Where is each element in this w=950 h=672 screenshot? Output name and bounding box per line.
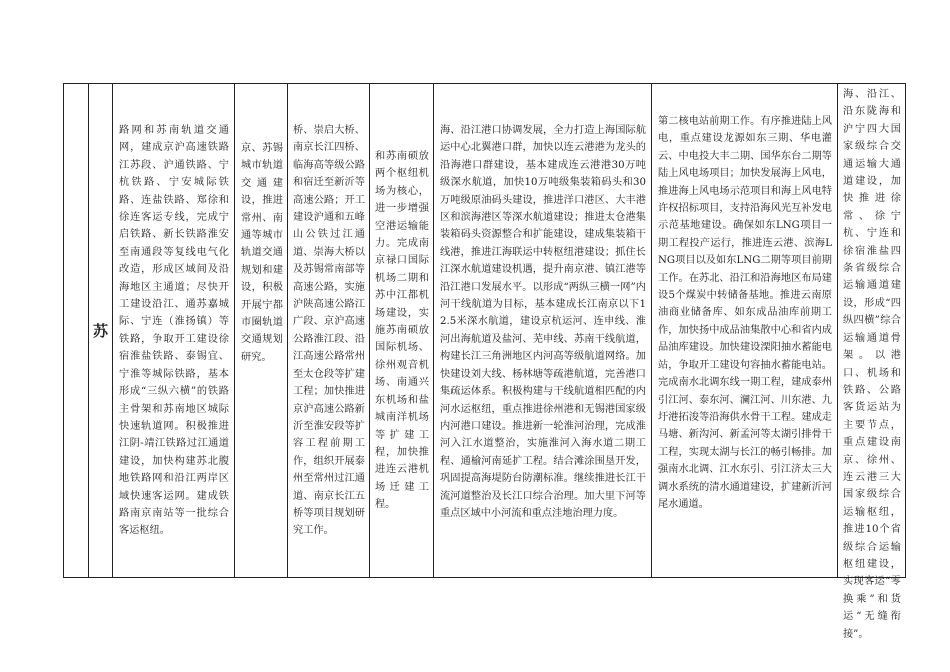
railway-text: 路网和苏南轨道交通网，建成京沪高速铁路江苏段、沪通铁路、宁杭铁路、宁安城际铁路、连盐铁路、郑徐和徐连客运专线，完成宁启铁路、新长铁路淮安至南通段等复线电气化改造，形成区域间及沿海地区主通道；尽快开工建设沿江、通苏嘉城际、宁连（淮扬镇）等铁路，争取开工建设徐宿淮盐铁路、泰锡宜、宁淮等城际铁路，基本形成“三纵六横”的铁路主骨架和苏南地区城际快速轨道网。积极推进江阴-靖江铁路过江通道建设，加快构建苏北腹地铁路网和沿江两岸区域快速客运网。建成铁路南京南站等一批综合客运枢纽。 bbox=[119, 125, 229, 537]
port-waterway-cell bbox=[434, 84, 651, 577]
transport-hub-text: 海、沿江、沿东陇海和沪宁四大国家级综合交通运输大通道建设，加快推进徐常、徐宁杭、宁连和徐宿淮盐四条省级综合运输通道建设，形成“四纵四横”综合运输通道骨架。以港口、机场和铁路、公路客货运站为主要节点，重点建设南京、徐州、连云港三大国家级综合运输枢纽，推进10个省级综合运输枢纽建设，实现客运“零换乘”和货运“无缝衔接”。 bbox=[843, 89, 901, 640]
table-border-right bbox=[905, 84, 906, 577]
province-label: 苏 bbox=[92, 322, 108, 340]
planning-table bbox=[63, 83, 906, 640]
metro-cell bbox=[235, 84, 287, 577]
transport-hub-cell bbox=[838, 84, 905, 640]
province-cell bbox=[89, 84, 112, 577]
airport-text: 和苏南硕放两个枢纽机场为核心，进一步增强空港运输能力。完成南京禄口国际机场二期和苏中江都机场建设，实施苏南硕放国际机场、徐州观音机场、南通兴东机场和盐城南洋机场等扩建工程，加快推进连云港机场迁建工程。 bbox=[375, 151, 429, 511]
road-text: 桥、崇启大桥、南京长江四桥、临海高等级公路和宿迁至新沂等高速公路；开工建设沪通和五峰山公铁过江通道、崇海大桥以及苏锡常南部等高速公路，实施沪陕高速公路江广段、京沪高速公路淮江段、沿江高速公路常州至太仓段等扩建工程；加快推进京沪高速公路新沂至淮安段等扩容工程前期工作，组织开展泰州至常州过江通道、南京长江五桥等项目规划研究工作。 bbox=[293, 125, 365, 537]
port-waterway-text: 海、沿江港口协调发展，全力打造上海国际航运中心北翼港口群，加快以连云港港为龙头的沿海港口群建设，基本建成连云港港30万吨级深水航道，加快10万吨级集装箱码头和30万吨级原油码头建设，推进洋口港区、大丰港区和滨海港区等深水航道建设；推进太仓港集装箱码头资源整合和扩能建设，建成集装箱干线港，推进江海联运中转枢纽港建设；抓住长江深水航道建设机遇，提升南京港、镇江港等沿江港口发展水平。以形成“两纵三横一网”内河干线航道为目标，基本建成长江南京以下12.5米深水航道，建设京杭运河、连申线、淮河出海航道及盐河、芜申线、苏南干线航道，构建长江三角洲地区内河高等级航道网络。加快建设刘大线、杨林塘等疏港航道，完善港口集疏运体系。积极构建与干线航道相匹配的内河水运枢纽，重点推进徐州港和无锡港国家级内河港口建设。推进新一轮淮河治理，完成淮河入江水道整治，实施淮河入海水道二期工程、通榆河南延扩工程。结合滩涂围垦开发，巩固提高海堤防台防潮标准。继续推进长江干流河道整治及长江口综合治理。加大里下河等重点区域中小河流和重点洼地治理力度。 bbox=[440, 125, 646, 519]
metro-text: 京、苏锡城市轨道交通建设，推进常州、南通等城市轨道交通规划和建设，积极开展宁都市圈轨道交通规划研究。 bbox=[241, 143, 283, 363]
energy-water-text: 第二核电站前期工作。有序推进陆上风电，重点建设龙源如东三期、华电灌云、中电投大丰二期、国华东台二期等陆上风电场项目；加快发展海上风电，推进海上风电场示范项目和海上风电特许权招标项目，支持沿海风光互补发电示范基地建设。确保如东LNG项目一期工程投产运行，推进连云港、滨海LNG项目以及如东LNG二期等项目前期工作。在苏北、沿江和沿海地区布局建设5个煤炭中转储备基地。推进云南原油商业储备库、如东成品油库前期工作，加快扬中成品油集散中心和省内成品油库建设。加快建设溧阳抽水蓄能电站，争取开工建设句容抽水蓄能电站。完成南水北调东线一期工程，建成泰州引江河、泰东河、澜江河、川东港、九圩港拓浚等沿海供水骨干工程。建成走马塘、新沟河、新孟河等太湖引排骨干工程，实现太湖与长江的畅引畅排。加强南水北调、江水东引、引江济太三大调水系统的清水通道建设，扩建新沂河尾水通道。 bbox=[658, 116, 832, 510]
energy-water-cell bbox=[652, 84, 837, 577]
airport-cell bbox=[370, 84, 433, 577]
table-border-left bbox=[63, 84, 64, 577]
road-cell bbox=[288, 84, 369, 577]
railway-cell bbox=[113, 84, 234, 577]
